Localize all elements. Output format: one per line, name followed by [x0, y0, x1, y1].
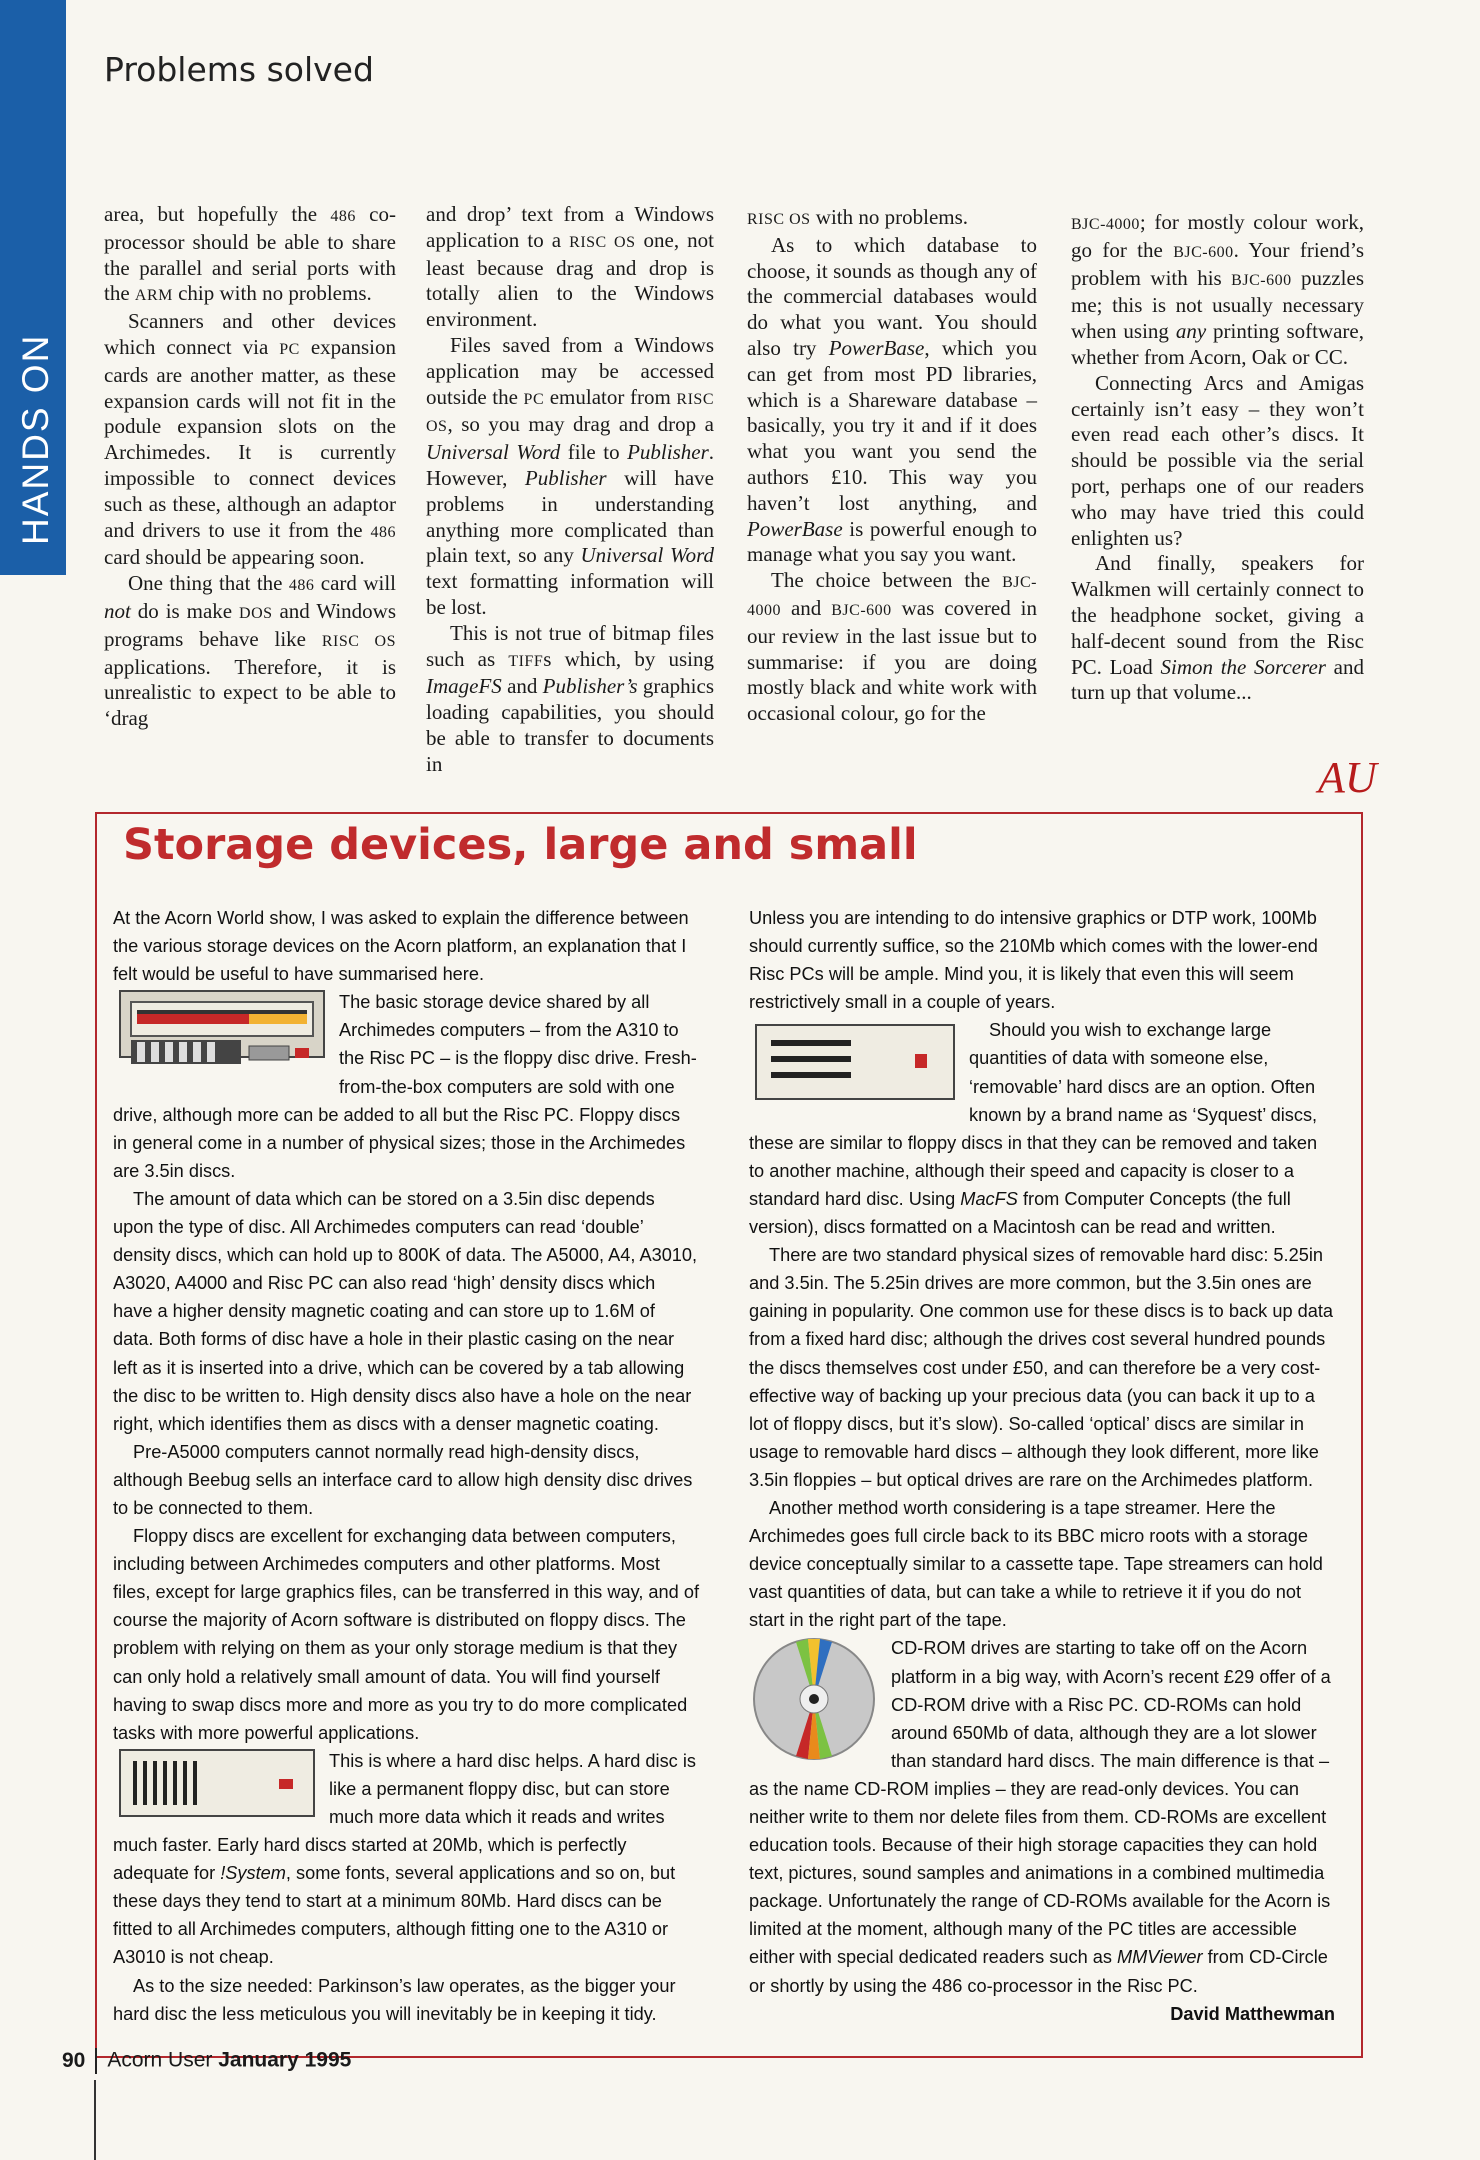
hands-on-tab — [0, 0, 66, 575]
paragraph: The choice between the BJC-4000 and BJC-600 was covered in our review in the last issue but to summarise: if you are doing mostly black and white work with occasional colour, go for the — [747, 568, 1037, 726]
paragraph: area, but hopefully the 486 co-processor should be able to share the parallel and serial ports with the ARM chip with no problems. — [104, 202, 396, 306]
box-left-column — [113, 904, 699, 2028]
paragraph: RISC OS with no problems. — [747, 205, 969, 229]
magazine-name: Acorn User — [107, 2048, 213, 2072]
hands-on-label: HANDS ON — [15, 333, 56, 545]
byline: David Matthewman — [1170, 2003, 1335, 2024]
section-title: Problems solved — [104, 50, 374, 89]
paragraph: The amount of data which can be stored on a 3.5in disc depends upon the type of disc. All Archimedes computers can read ‘double’ density discs, which can hold up to 800K of data. The A5000, A4, A3010, A3020, A4000 and Risc PC can also read ‘high’ density discs which have a higher density magnetic coating and can store up to 1.6M of data. Both forms of disc have a hole in their plastic casing on the near left as it is inserted into a drive, which can be covered by a tab allowing the disc to be written to. High density discs also have a hole on the near right, which identifies them as discs with a denser magnetic coating. — [113, 1188, 698, 1434]
paragraph: As to the size needed: Parkinson’s law operates, as the bigger your hard disc the less meticulous you will inevitably be in keeping it tidy. — [113, 1975, 676, 2024]
paragraph: There are two standard physical sizes of removable hard disc: 5.25in and 3.5in. The 5.25in drives are more common, but the 3.5in ones are gaining in popularity. One common use for these discs is to back up data from a fixed hard disc; although the drives cost several hundred pounds the discs themselves cost under £50, and can therefore be a very cost-effective way of backing up your precious data (you can back it up to a lot of floppy discs, but it’s slow). So-called ‘optical’ discs are similar in usage to removable hard discs – although they look different, more like 3.5in floppies – but optical drives are rare on the Archimedes platform. — [749, 1245, 1334, 1490]
acorn-user-logo: AU — [1318, 753, 1377, 802]
paragraph: BJC-4000; for mostly colour work, go for the BJC-600. Your friend’s problem with his BJC-600 puzzles me; this is not usually necessary when using any printing software, whether from Acorn, Oak or CC. — [1071, 210, 1364, 369]
hard-disc-icon — [119, 1749, 315, 1819]
paragraph: The basic storage device shared by all Archimedes computers – from the A310 to the Risc PC – is the floppy disc drive. Fresh-from-the-box computers are sold with one drive, although more can be added to all but the Risc PC. Floppy discs in general come in a number of physical sizes; those in the Archimedes are 3.5in discs. — [113, 992, 697, 1181]
removable-drive-icon — [755, 1024, 955, 1104]
paragraph: Scanners and other devices which connect via PC expansion cards are another matter, as these expansion cards will not fit in the podule expansion slots on the Archimedes. It is currently impossible to connect devices such as these, although an adaptor and drivers to use it from the 486 card should be appearing soon. — [104, 309, 396, 570]
paragraph: Unless you are intending to do intensive graphics or DTP work, 100Mb should currently suffice, so the 210Mb which comes with the lower-end Risc PCs will be ample. Mind you, it is likely that even this will seem restrictively small in a couple of years. — [749, 908, 1318, 1013]
answer-column-4 — [1071, 210, 1364, 706]
paragraph: One thing that the 486 card will not do is make DOS and Windows programs behave like RISC OS applications. Therefore, it is unrealistic to expect to be able to ‘drag — [104, 571, 397, 731]
footer-vertical-rule — [94, 2080, 96, 2160]
paragraph: This is not true of bitmap files such as TIFFs which, by using ImageFS and Publisher’s graphics loading capabilities, you should be able to transfer to documents in — [426, 620, 714, 776]
storage-devices-box — [95, 812, 1363, 2058]
box-right-column — [749, 904, 1335, 2028]
page-footer — [62, 2048, 351, 2074]
issue-date: January 1995 — [218, 2048, 352, 2072]
paragraph: At the Acorn World show, I was asked to explain the difference between the various storage devices on the Acorn platform, an explanation that I felt would be useful to have summarised here. — [113, 908, 689, 985]
paragraph: Another method worth considering is a tape streamer. Here the Archimedes goes full circle back to its BBC micro roots with a storage device conceptually similar to a cassette tape. Tape streamers can hold vast quantities of data, but can take a while to retrieve it if you do not start in the right part of the tape. — [749, 1497, 1323, 1631]
box-title: Storage devices, large and small — [123, 820, 918, 870]
paragraph: Files saved from a Windows application may be accessed outside the PC emulator from RISC OS, so you may drag and drop a Universal Word file to Publisher. However, Publisher will have problems in understanding anything more complicated than plain text, so any Universal Word text formatting information will be lost. — [426, 332, 714, 619]
paragraph: Pre-A5000 computers cannot normally read high-density discs, although Beebug sells an interface card to allow high density disc drives to be connected to them. — [113, 1441, 693, 1518]
paragraph: Should you wish to exchange large quantities of data with someone else, ‘removable’ hard discs are an option. Often known by a brand name as ‘Syquest’ discs, these are similar to floppy discs in that they can be removed and taken to another machine, although their speed and capacity is closer to a standard hard disc. Using MacFS from Computer Concepts (the full version), discs formatted on a Macintosh can be read and written. — [749, 1020, 1318, 1238]
paragraph: As to which database to choose, it sounds as though any of the commercial databases would do what you want. You should also try PowerBase, which you can get from most PD libraries, which is a Shareware database – basically, you try it and if it does what you want you send the authors £10. This way you haven’t lost anything, and PowerBase is powerful enough to manage what you say you want. — [747, 232, 1038, 567]
paragraph: And finally, speakers for Walkmen will certainly connect to the headphone socket, giving a half-decent sound from the Risc PC. Load Simon the Sorcerer and turn up that volume... — [1071, 551, 1365, 705]
answer-column-1 — [104, 202, 396, 732]
page-number: 90 — [62, 2048, 86, 2072]
footer-divider — [95, 2048, 97, 2074]
cd-rom-icon — [751, 1636, 877, 1762]
paragraph: CD-ROM drives are starting to take off on the Acorn platform in a big way, with Acorn’s recent £29 offer of a CD-ROM drive with a Risc PC. CD-ROMs can hold around 650Mb of data, although they are a lot slower than standard hard discs. The main difference is that – as the name CD-ROM implies – they are read-only devices. You can neither write to them nor delete files from them. CD-ROMs are excellent education tools. Because of their high storage capacities they can hold text, pictures, sound samples and animations in a combined multimedia package. Unfortunately the range of CD-ROMs available for the Acorn is limited at the moment, although many of the PC titles are accessible either with special dedicated readers such as MMViewer from CD-Circle or shortly by using the 486 co-processor in the Risc PC. — [749, 1638, 1331, 1996]
paragraph: Connecting Arcs and Amigas certainly isn’t easy – they won’t even read each other’s discs. It should be possible via the serial port, perhaps one of our readers who may have tried this could enlighten us? — [1071, 370, 1364, 550]
answer-column-3 — [747, 205, 1037, 727]
paragraph: and drop’ text from a Windows application to a RISC OS one, not least because drag and drop is totally alien to the Windows environment. — [426, 202, 715, 332]
answer-column-2 — [426, 202, 714, 778]
paragraph: Floppy discs are excellent for exchanging data between computers, including between Archimedes computers and other platforms. Most files, except for large graphics files, can be transferred in this way, and of course the majority of Acorn software is distributed on floppy discs. The problem with relying on them as your only storage medium is that they can only hold a relatively small amount of data. You will find yourself having to swap discs more and more as you try to do more complicated tasks with more powerful applications. — [113, 1526, 699, 1743]
floppy-drive-icon — [119, 990, 325, 1070]
paragraph: This is where a hard disc helps. A hard disc is like a permanent floppy disc, but can store much more data which it reads and writes much faster. Early hard discs started at 20Mb, which is perfectly adequate for !System, some fonts, several applications and so on, but these days they tend to start at a minimum 80Mb. Hard discs can be fitted to all Archimedes computers, although fitting one to the A310 or A3010 is not cheap. — [113, 1750, 696, 1968]
